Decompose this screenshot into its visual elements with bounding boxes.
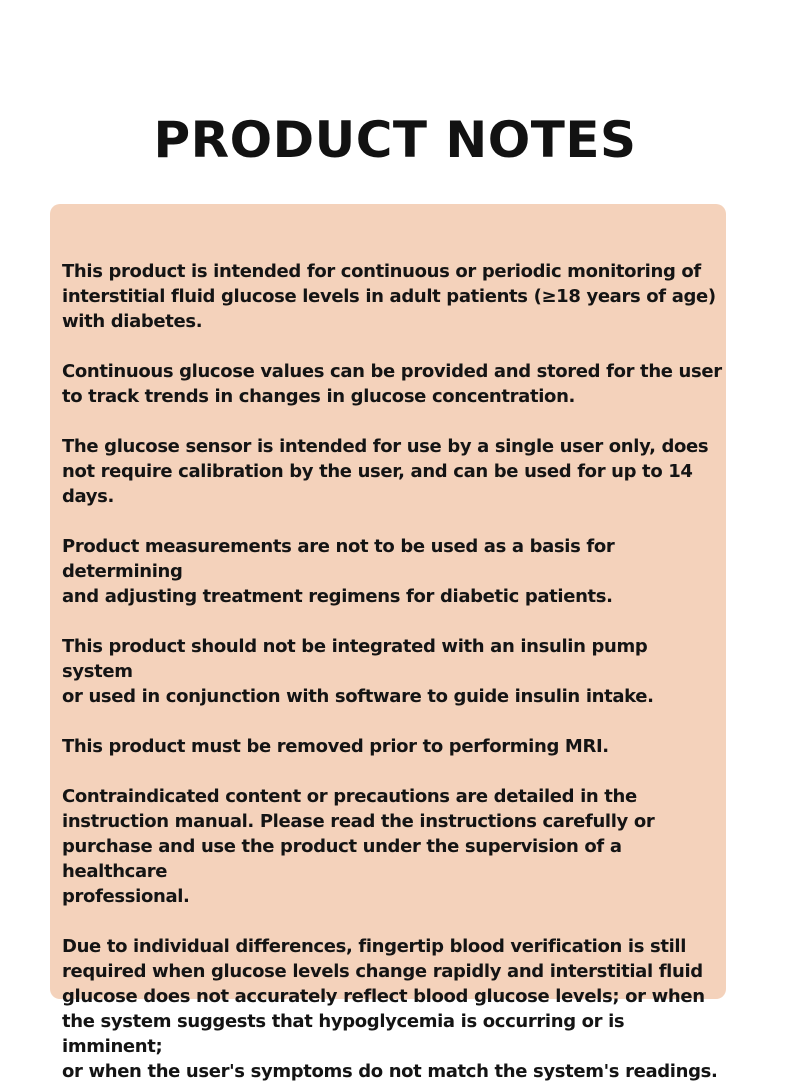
note-treatment-basis: Product measurements are not to be used as a basis for determining and adjusting treatment regimens for diabetic patients. — [62, 536, 615, 607]
note-insulin-pump: This product should not be integrated with an insulin pump system or used in conjunction with software to guide insulin intake. — [62, 636, 654, 707]
note-intended-use: This product is intended for continuous or periodic monitoring of interstitial fluid glucose levels in adult patients (≥18 years of age) with diabetes. — [62, 261, 716, 332]
note-fingertip-verification: Due to individual differences, fingertip blood verification is still required when glucose levels change rapidly and interstitial fluid glucose does not accurately reflect blood glucose levels; or when the system suggests that hypoglycemia is occurring or is imminent; or when the user's symptoms do not match the system's readings. — [62, 936, 718, 1082]
note-contraindications: Contraindicated content or precautions are detailed in the instruction manual. Please read the instructions carefully or purchase and use the product under the supervision of a healthcare professional. — [62, 786, 655, 907]
page-title: PRODUCT NOTES — [153, 111, 637, 169]
note-glucose-values: Continuous glucose values can be provided and stored for the user to track trends in changes in glucose concentration. — [62, 361, 722, 407]
notes-panel — [50, 204, 726, 1082]
note-mri: This product must be removed prior to performing MRI. — [62, 736, 609, 757]
note-single-user: The glucose sensor is intended for use by a single user only, does not require calibration by the user, and can be used for up to 14 days. — [62, 436, 709, 507]
